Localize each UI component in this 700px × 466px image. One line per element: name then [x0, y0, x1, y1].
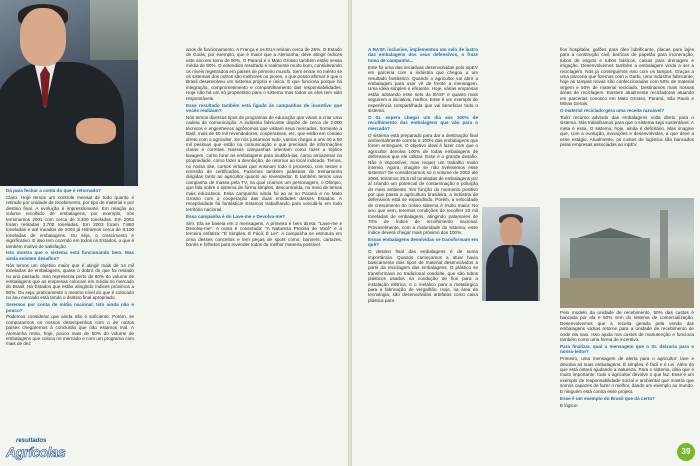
interviewee-photo-small [482, 207, 540, 301]
right-column-3 [560, 310, 694, 460]
interview-question: Dá para fechar a conta do que é retornado? [6, 188, 101, 193]
interview-question: A BASF, inclusive, implementou um selo de lastro das embalagens dos seus defensivos, o fraze toma de campanha... [368, 47, 478, 63]
interview-question: O material reciclado gera uma receita razoável? [560, 107, 665, 113]
left-column-2 [186, 47, 342, 465]
interview-question: Isto mostra que o sistema está funcionando bem. Mas ainda existem desafios? [6, 250, 134, 261]
logo-line-1: resultados [16, 438, 47, 444]
interview-paragraph: Pelo modelo da unidade de recebimento, 50% das custos é bancada por ela e 50% vem do sistema de comercialização. Desenvolvemos que a receita gerada pela venda das embalagens vazias retorne para a unidade de recebimento de onde ela saiu. Isso ajuda nos custos de manutenção e funciona também como uma forma de incentivo. [560, 310, 694, 343]
interview-paragraph: Primeiro, uma mensagem de alerta para o agricultor: lave e devolva as suas embalagens. É simples, é fácil e é Lei. Além do que está estará ajudando a natureza. Para o sistema, diria que é muito importante: todo o agricultor devolve o que faz. Esse é um exemplo de responsabilidade social e ambiental que mostra que somos capazes de fazer o melhor, dando um exemplo ao mundo. E ninguém está contra esse projeto. [560, 356, 694, 394]
interview-paragraph: Nós temos diversos tipos de programas de educação que visam a criar uma cadeia de comunicação. A indústria fabricante dispõe de cerca de 2.000 técnicos e engenheiros agrônomos que visitam seus mercados. Somente a Basf, mais de 50 mil revendedores, cooperativas, etc, que estão em contato direto com o agricultor. Se nós juntarmos tudo, vamos chegar a uns 40 a 50 mil pessoas que estão na comunicação e que precisam de informações claras e corretas. Nossos campanhas orientam como fazer a tríplice lavagem, como furar as embalagens para inutilizá-las, como armazenar na propriedade, como fazer a devolução, de retornar ao local indicado. Temos, no nosso site, cursos virtuais que ensinam todo o processo, com testes e emissão de certificados. Fazemos também palestras de treinamento dirigidas tanto ao agricultor quanto ao revendedor. E também temos uma campanha de massa pela TV, na qual criamos um personagem, o Olimpio, que fala sobre o sistema de forma simples, descontraída, no meio de temas mais educativos. Essa campanha ainda foi ao ar no Paraná e no Mato Grosso com a cooperação das duas entidades desses Estados. A receptividade foi fantástica! Estamos trabalhando para veiculá-la em todo território nacional. [186, 114, 342, 212]
recycling-plant-photo [560, 198, 694, 308]
left-column-1 [6, 188, 134, 450]
magazine-logo [2, 438, 72, 462]
page-number: 39 [677, 443, 695, 461]
interview-paragraph: Todo recurso advindo das embalagens volta direto para o sistema. Nós trabalhamos para que o sistema seja sustentável. A meta é essa, O sistema, hoje, ainda é deficitário. Mas imagine que, com a evolução, inovações e desenvolvidas, a que deve a esse estágio. Atualmente, os custos de logística são bancados pelas empresas associadas ao inpEV. [560, 114, 694, 147]
right-column-2 [560, 47, 694, 197]
interview-paragraph: fios hospitalar, galões para óleo lubrificante, placas para lajes para a construção civil, barricas de papelão para incineração, tubos de esgoto e tubos básicos, caixas para drenagem e irrigação. Desenvolvemos também a embalagem vinda a ser a reciclagem. Nós já conseguimos isso com os tampos. Graças a uma parceria que fizemos com a Garbi, uma indústria fabricante, hoje as tampas novas são confeccionadas com 50% de material virgem e 50% de material reciclado. Destinamos mais nossas áreas de reciclagem. Existem atualmente recicladoras atuando em parcerias conosco em Mato Grosso, Paraná, São Paulo e Minas Gerais. [560, 47, 694, 107]
interview-paragraph: Claro. Hoje temos um controle mensal de tudo quanto é retirado por unidade de recebimento, por tipo de material e por destino final. A evolução é impressionante. Em relação ao volume recolhido de embalagens, por exemplo, nós terminamos 2001 com cerca de 3.300 toneladas. Em 2002 foram retiradas 3.700 toneladas. Em 2003 foram 7.860 toneladas e até meados de 2004 já retiramos cerca de 8.100 toneladas de embalagens. Ou seja, o crescimento é significativo. E isso tem ocorrido em todos os Estados, o que é também motivo de satisfação. [6, 194, 134, 249]
interview-paragraph: Podemos considerar que ainda não é suficiente. Porém, se compararmos os nossos desempenhos com o de outros países chegaremos à conclusão que não estamos mal. A Alemanha retira, hoje, pouco mais de 50% do volume de embalagens que coloca no mercado e com um programa com mais de dez [6, 314, 134, 347]
interview-question: Seremos por conta de mídia nacional. Isto ainda não é pouco? [6, 302, 134, 313]
interviewee-photo [0, 0, 138, 186]
logo-line-2: Agrícolas [6, 444, 66, 460]
interview-paragraph: anos de funcionamento. A França e os EUA retiram cerca de 25%. O Estado de Goiás, por exemplo, que é maior que a Alemanha, deve atingir índices este ano em torno de 90%. O Paraná e o Mato Grosso também estão nessa média de 90%. O entendido resultado é realmente muito bom, considerando os níveis registrados em países de primeiro mundo. Sem entrar no mérito se os sistemas dos outros são melhores ou piores, o que posso afirmar é que o Brasil desenvolveu um sistema próprio e único. É que funciona porque há integração, comprometimento e compartilhamento das responsabilidades. Hoje não há um só proprietário para o sistema mas todos os elos tem sido responsáveis. [186, 47, 343, 101]
right-column-1 [368, 47, 478, 461]
interview-question: Esse resultado também está ligado às campanhas de incentivo que vocês realizam? [186, 102, 342, 113]
interview-question: Essas embalagens devolvidas se transformam em quê? [368, 236, 478, 248]
interview-paragraph: O destino final das embalagens é de suma importância. Quando começamos a atuar havia basicamente dois tipos de material desenvolvidos a partir da reciclagem das embalagens. O plástico se transformava no tradicional conduite, que são tubos plásticos usados na condução de fios para a instalação elétrica, e o metálico para a metalúrgica para a fabricação de vergalhão. Hoje, na área de tecnologia, são desenvolvidos artefatos como caixa plástica para [368, 249, 478, 303]
interview-question: Esse é um exemplo do Brasil que dá certo? [560, 395, 655, 401]
interview-paragraph: O sistema está preparado para dar a destinação final ambientalmente correta a 100% das embalagens que forem entregues. O objetivo ideal é fazer com que o agricultor devolva 100% de todas embalagens de defensivos que ele utilizar. Esse é o grande desafio. Não é impossível, mas requer um trabalho muito intenso. Agora, imagine se não tivéssemos esse sistema? Se considerarmos só o volume de 2002 até 2004, teríamos 25,5 mil toneladas de embalagens por aí criando um potencial de contaminação e poluição do meio ambiente. Em função do momento positivo por que passa a agricultura brasileira, a indústria de defensivos está se expandindo. Porém, a velocidade de crescimento do nosso sistema é muito maior. No ano que vem, teremos condições de recolher 20 mil toneladas de embalagens, atingindo patamares de 70% de índice de recolhimento nacional. Provavelmente, com a maturidade do sistema, esse índice deverá chegar mais próximo dos 100%. [368, 132, 478, 235]
interview-question: Para finalizar, qual a mensagem que o Sr. deixaria para o nosso leitor? [560, 343, 694, 355]
interview-question: O Sr. espera chegar um dia aos 100% de recolhimento das embalagens que vão para o mercado? [368, 114, 478, 131]
interview-paragraph: Sim. Ela se baseia em 2 mensagens. A primeira é bem direta: "Lave-me e Devolva-me". A outra é conectada: "A Natureza Precisa de Você" e a terceira enfatiza: "É Simples, É Fácil, É Lei". A campanha se estrutura em cima desses conceitos e tem peças de spots como, banners, cartazes, bonés e folhetos para revender todos da melhor maneira possível. [186, 220, 342, 248]
interview-paragraph: É lógico! [560, 402, 578, 408]
interview-question: Essa campanha é do Lave-me e Devolva-me? [186, 213, 286, 219]
interview-paragraph: Este foi uma das iniciativas desenvolvidas pelo inpEV em parceria com a indústria que chegou a um resultado fantástico. Quando o agricultor vai abrir a embalagem para usar vê de frente a mensagem. Uma ideia simples e eficiente. Hoje, várias empresas estão adotando esse selo da BASF e quanto mais seguirem a iniciativa, melhor. Esse é um exemplo de experiência compartilhada que vai beneficiar todo o sistema. [368, 64, 478, 113]
interview-paragraph: Nós temos um objetivo maior que é atingir mais de 14 mil toneladas de embalagens, quase o dobro do que foi retirado no ano passado. Isso representa perto de 60% do volume de embalagens que as empresas colocam em média no mercado do Brasil. Há Estados que estão atingindo índices próximos a 90%. Ou seja, praticamente o mesmo nível do que é colocado no seu mercado está tendo o destino final apropriado. [6, 262, 134, 301]
